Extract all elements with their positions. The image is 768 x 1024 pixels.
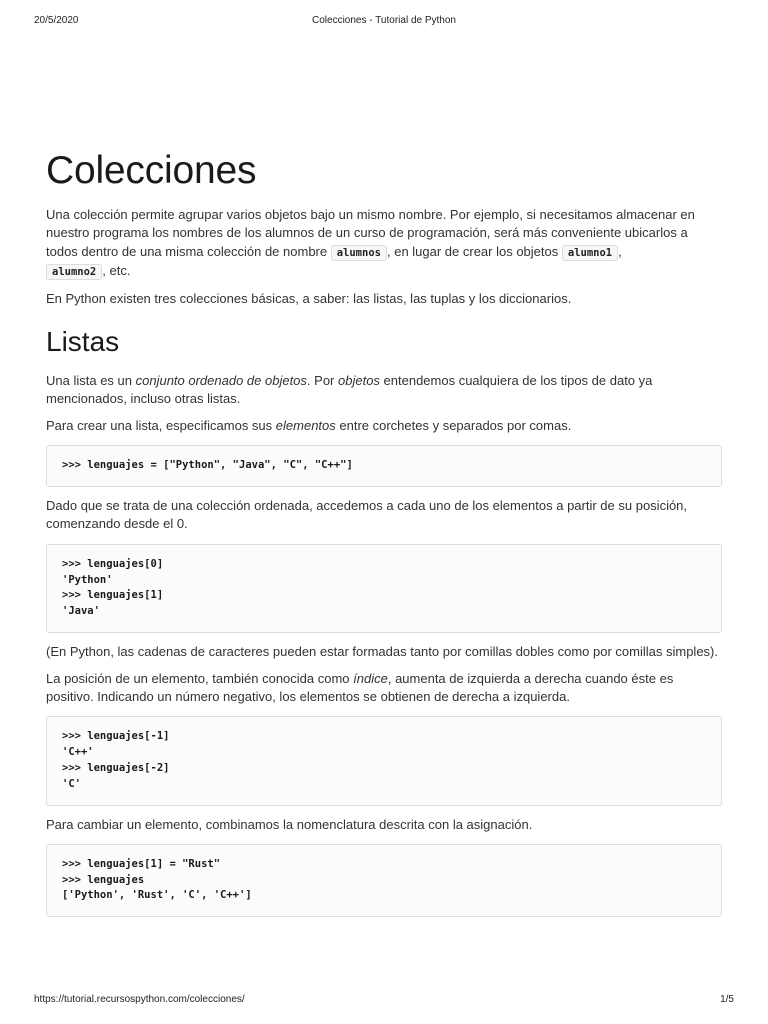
text: entendemos cualquiera de los tipos de dato ya mencionados, incluso otras listas. (46, 372, 653, 407)
text: . Por (306, 372, 338, 388)
text: Una lista es un (46, 372, 136, 388)
assignment-paragraph: Para cambiar un elemento, combinamos la nomenclatura descrita con la asignación. (46, 816, 533, 832)
create-list-paragraph (46, 417, 722, 435)
page-number: 1/5 (720, 994, 734, 1005)
intro-text-4: , etc. (102, 262, 131, 278)
print-footer (0, 994, 768, 1008)
print-title: Colecciones - Tutorial de Python (312, 15, 456, 26)
print-date: 20/5/2020 (34, 15, 79, 26)
intro-paragraph (46, 206, 722, 281)
negative-index-paragraph (46, 670, 722, 707)
text: Para crear una lista, especificamos sus (46, 418, 276, 434)
code-block-create-list: >>> lenguajes = ["Python", "Java", "C", "C++"] (46, 445, 722, 487)
intro-text-1: Una colección permite agrupar varios objetos bajo un mismo nombre. Por ejemplo, si necesitamos almacenar en nuestro programa los nombres de los alumnos de un curso de programación, será más conveniente ubicarlos a todos dentro de una misma colección de nombre (46, 207, 695, 259)
intro-text-2: , en lugar de crear los objetos (386, 243, 562, 259)
intro-text-3: , (618, 243, 622, 259)
collections-paragraph: En Python existen tres colecciones básicas, a saber: las listas, las tuplas y los diccionarios. (46, 290, 572, 306)
page-title: Colecciones (46, 149, 257, 192)
inline-code-alumno2: alumno2 (46, 264, 102, 280)
string-quotes-paragraph: (En Python, las cadenas de caracteres pueden estar formadas tanto por comillas dobles como por comillas simples). (46, 643, 718, 659)
text: , aumenta de izquierda a derecha cuando éste es positivo. Indicando un número negativo, los elementos se obtienen de derecha a izquierda. (46, 670, 674, 705)
print-header (0, 15, 768, 29)
inline-code-alumnos: alumnos (331, 245, 387, 261)
code-block-index-access: >>> lenguajes[0] 'Python' >>> lenguajes[1] 'Java' (46, 544, 722, 633)
print-url: https://tutorial.recursospython.com/colecciones/ (34, 994, 245, 1005)
code-block-negative-index: >>> lenguajes[-1] 'C++' >>> lenguajes[-2] 'C' (46, 716, 722, 805)
emphasis: conjunto ordenado de objetos (135, 372, 307, 388)
text: entre corchetes y separados por comas. (335, 418, 572, 434)
section-heading-listas: Listas (46, 325, 120, 357)
lista-definition-paragraph (46, 372, 722, 409)
emphasis: índice (353, 670, 388, 686)
inline-code-alumno1: alumno1 (562, 245, 618, 261)
index-access-paragraph: Dado que se trata de una colección ordenada, accedemos a cada uno de los elementos a partir de su posición, comenzando desde el 0. (46, 498, 688, 532)
emphasis: objetos (338, 372, 380, 388)
emphasis: elementos (275, 418, 336, 434)
article (46, 146, 722, 927)
code-block-assignment: >>> lenguajes[1] = "Rust" >>> lenguajes ['Python', 'Rust', 'C', 'C++'] (46, 844, 722, 917)
text: La posición de un elemento, también conocida como (46, 670, 354, 686)
